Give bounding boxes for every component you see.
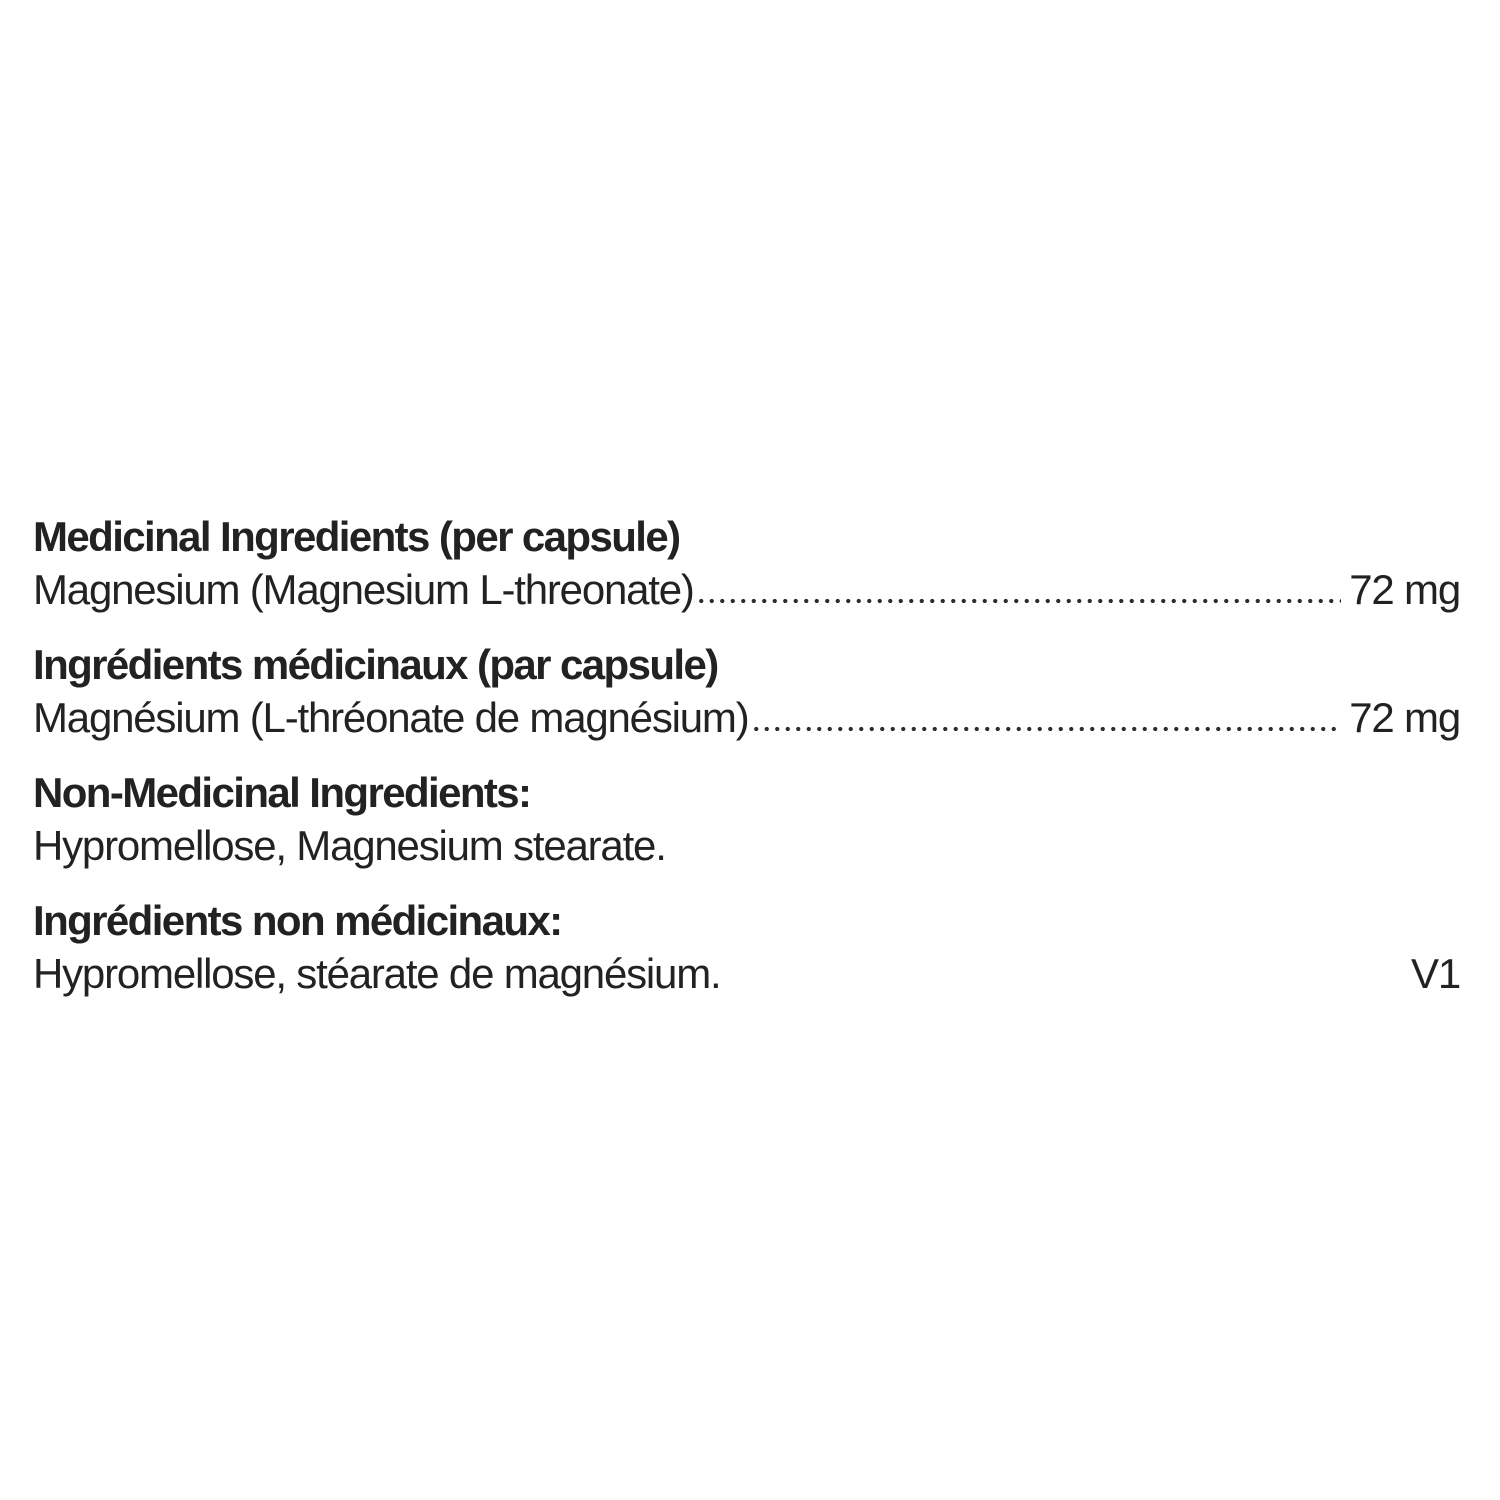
ingredient-amount-fr: 72 mg [1349, 694, 1460, 741]
ingredient-amount-en: 72 mg [1349, 566, 1460, 613]
ingredients-panel [33, 510, 1460, 1000]
ingredient-row-magnesium-fr [33, 691, 1460, 744]
non-medicinal-list-fr: Hypromellose, stéarate de magnésium. [33, 950, 721, 997]
dot-leader [696, 563, 1342, 616]
ingredient-name-fr: Magnésium (L-thréonate de magnésium) [33, 694, 749, 741]
non-medicinal-row-fr [33, 947, 1460, 1000]
heading-non-medicinal-ingredients-fr: Ingrédients non médicinaux: [33, 897, 562, 944]
heading-non-medicinal-ingredients-en: Non-Medicinal Ingredients: [33, 769, 531, 816]
label-version-code: V1 [1411, 950, 1460, 997]
ingredient-name-en: Magnesium (Magnesium L-threonate) [33, 566, 694, 613]
ingredient-row-magnesium-en [33, 563, 1460, 616]
non-medicinal-list-en: Hypromellose, Magnesium stearate. [33, 822, 666, 869]
heading-medicinal-ingredients-fr: Ingrédients médicinaux (par capsule) [33, 641, 718, 688]
heading-medicinal-ingredients-en: Medicinal Ingredients (per capsule) [33, 513, 680, 560]
dot-leader [751, 691, 1342, 744]
